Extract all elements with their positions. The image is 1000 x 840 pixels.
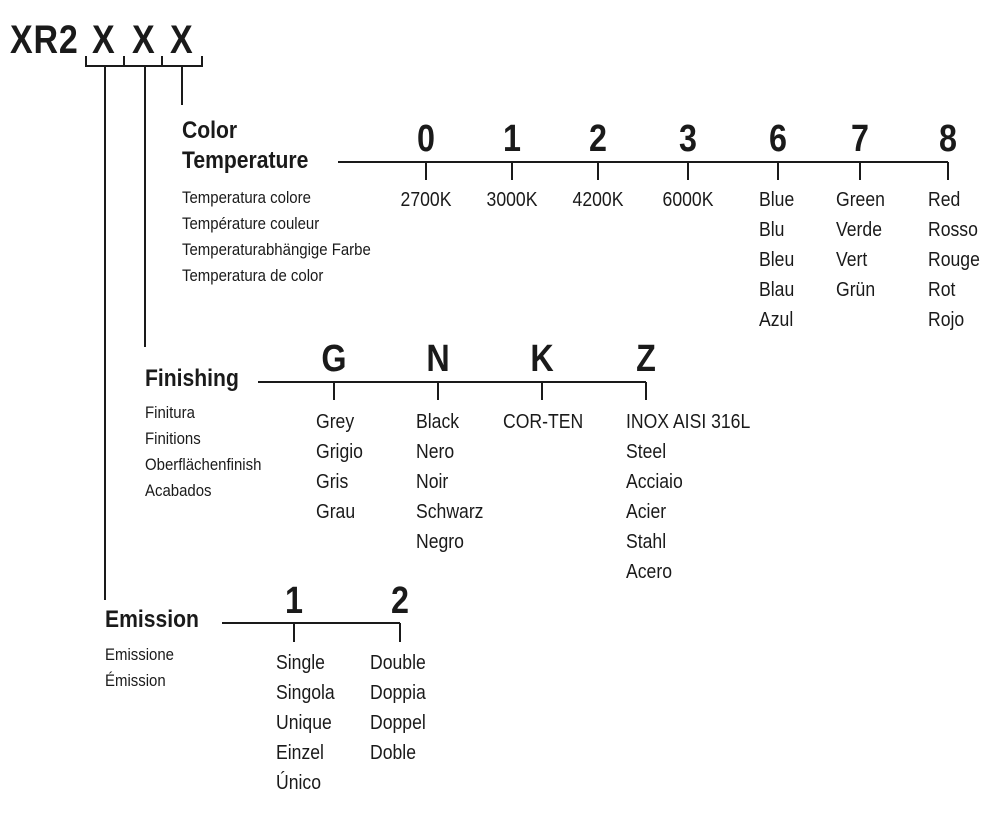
color-code-7: 7 bbox=[851, 118, 869, 160]
color-option-label: 3000K bbox=[486, 189, 538, 211]
emission-option-label: Double bbox=[370, 652, 426, 674]
finishing-option-grey bbox=[316, 407, 363, 527]
emission-option-label: Single bbox=[276, 652, 325, 674]
finishing-translations bbox=[145, 400, 261, 504]
color-temperature-title-line2: Temperature bbox=[182, 147, 309, 174]
color-option-label: Rojo bbox=[928, 309, 965, 331]
finishing-option-label: Acero bbox=[626, 561, 672, 583]
color-code-6: 6 bbox=[769, 118, 787, 160]
translation-item: Temperaturabhängige Farbe bbox=[182, 240, 371, 259]
color-option-label: 2700K bbox=[400, 189, 452, 211]
finishing-option-label: Negro bbox=[416, 531, 464, 553]
translation-item: Finitura bbox=[145, 403, 195, 422]
color-temperature-translations bbox=[182, 185, 371, 289]
color-code-1: 1 bbox=[503, 118, 521, 160]
finishing-option-label: Grey bbox=[316, 411, 355, 433]
code-prefix: XR2 bbox=[10, 18, 79, 62]
translation-item: Finitions bbox=[145, 429, 201, 448]
color-option-label: Rosso bbox=[928, 219, 978, 241]
color-code-8: 8 bbox=[939, 118, 957, 160]
color-option-label: Rouge bbox=[928, 249, 980, 271]
emission-option-double bbox=[370, 648, 426, 768]
color-option-label: Blu bbox=[759, 219, 785, 241]
finishing-code-k: K bbox=[530, 338, 554, 380]
color-option-label: 6000K bbox=[662, 189, 714, 211]
finishing-option-label: Gris bbox=[316, 471, 349, 493]
translation-item: Oberflächenfinish bbox=[145, 455, 262, 474]
emission-option-label: Einzel bbox=[276, 742, 324, 764]
color-code-2: 2 bbox=[589, 118, 607, 160]
translation-item: Émission bbox=[105, 671, 166, 690]
emission-option-label: Doppel bbox=[370, 712, 426, 734]
code-slot-emission: X bbox=[92, 18, 116, 62]
color-code-3: 3 bbox=[679, 118, 697, 160]
finishing-option-label: INOX AISI 316L bbox=[626, 411, 751, 433]
translation-item: Temperatura de color bbox=[182, 266, 324, 285]
color-option-label: Verde bbox=[836, 219, 882, 241]
emission-translations bbox=[105, 642, 174, 694]
finishing-option-label: Steel bbox=[626, 441, 667, 463]
color-option-label: Azul bbox=[759, 309, 794, 331]
finishing-option-label: COR-TEN bbox=[503, 411, 584, 433]
bracket-color bbox=[162, 56, 202, 66]
bracket-finishing bbox=[124, 56, 162, 66]
color-temperature-title bbox=[182, 116, 308, 176]
code-slot-finishing: X bbox=[132, 18, 156, 62]
finishing-option-label: Nero bbox=[416, 441, 455, 463]
translation-item: Acabados bbox=[145, 481, 212, 500]
finishing-option-label: Acciaio bbox=[626, 471, 683, 493]
finishing-option-inox bbox=[626, 407, 750, 587]
finishing-title: Finishing bbox=[145, 365, 239, 392]
finishing-code-z: Z bbox=[636, 338, 656, 380]
color-option-label: Blau bbox=[759, 279, 795, 301]
emission-option-label: Único bbox=[276, 772, 322, 794]
color-option-label: Grün bbox=[836, 279, 876, 301]
color-option-label: Bleu bbox=[759, 249, 795, 271]
finishing-option-label: Grigio bbox=[316, 441, 363, 463]
finishing-option-label: Grau bbox=[316, 501, 356, 523]
color-option-label: Red bbox=[928, 189, 961, 211]
color-option-label: Rot bbox=[928, 279, 956, 301]
color-option-label: Blue bbox=[759, 189, 795, 211]
color-temperature-title-line1: Color bbox=[182, 117, 238, 144]
color-code-0: 0 bbox=[417, 118, 435, 160]
translation-item: Temperatura colore bbox=[182, 188, 311, 207]
emission-option-label: Doble bbox=[370, 742, 416, 764]
code-slot-color: X bbox=[170, 18, 194, 62]
finishing-option-label: Stahl bbox=[626, 531, 667, 553]
emission-title: Emission bbox=[105, 606, 199, 633]
finishing-code-g: G bbox=[321, 338, 347, 380]
finishing-code-n: N bbox=[426, 338, 450, 380]
color-option-red bbox=[928, 185, 980, 335]
translation-item: Emissione bbox=[105, 645, 175, 664]
finishing-option-label: Schwarz bbox=[416, 501, 484, 523]
finishing-option-black bbox=[416, 407, 483, 557]
finishing-option-label: Acier bbox=[626, 501, 667, 523]
emission-option-single bbox=[276, 648, 335, 798]
color-option-label: Vert bbox=[836, 249, 868, 271]
finishing-option-label: Black bbox=[416, 411, 460, 433]
emission-code-2: 2 bbox=[391, 580, 409, 622]
emission-option-label: Singola bbox=[276, 682, 335, 704]
emission-option-label: Doppia bbox=[370, 682, 426, 704]
translation-item: Température couleur bbox=[182, 214, 320, 233]
finishing-option-corten bbox=[503, 407, 583, 437]
bracket-emission bbox=[86, 56, 124, 66]
color-option-green bbox=[836, 185, 885, 305]
color-option-blue bbox=[759, 185, 794, 335]
color-option-label: Green bbox=[836, 189, 885, 211]
emission-code-1: 1 bbox=[285, 580, 303, 622]
finishing-option-label: Noir bbox=[416, 471, 449, 493]
color-option-label: 4200K bbox=[572, 189, 624, 211]
emission-option-label: Unique bbox=[276, 712, 332, 734]
